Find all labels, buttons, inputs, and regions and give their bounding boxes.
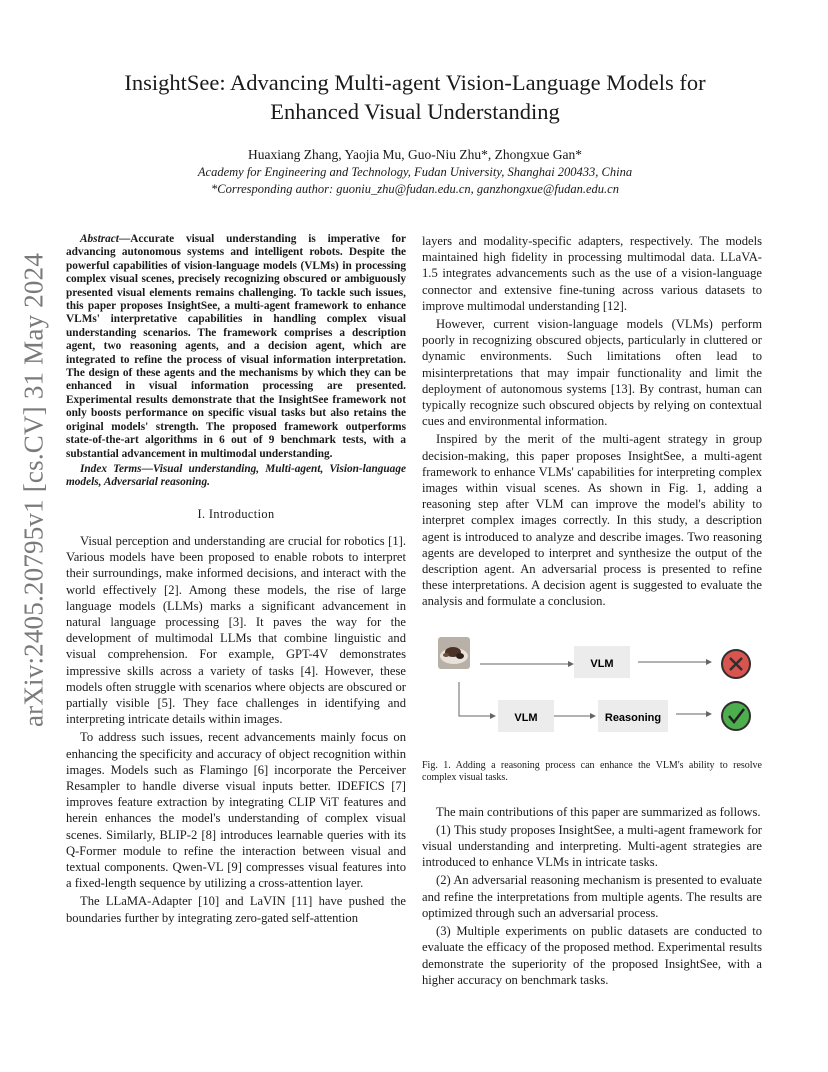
right-column <box>422 233 762 988</box>
arxiv-sidebar <box>10 252 58 728</box>
left-column <box>66 233 406 926</box>
vlm-box-top-label: VLM <box>590 657 614 670</box>
arrow-head <box>490 713 496 719</box>
index-terms: Index Terms—Visual understanding, Multi-agent, Vision-language models, Adversarial reasoning. <box>66 462 406 489</box>
paper-title: InsightSee: Advancing Multi-agent Vision-Language Models for Enhanced Visual Understanding <box>124 70 706 124</box>
figure-1-caption: Fig. 1. Adding a reasoning process can enhance the VLM's ability to resolve complex visual tasks. <box>422 759 762 783</box>
arrow-head <box>568 661 574 667</box>
reasoning-box-label: Reasoning <box>604 711 662 724</box>
abstract-text: Accurate visual understanding is imperative for advancing autonomous systems and intelligent robots. Despite the powerful capabilities of vision-language models (VLMs) in processing complex visual scenes, precisely recognizing obscured or ambiguously presented visual elements remains challenging. To tackle such issues, this paper proposes InsightSee, a multi-agent framework to enhance VLMs' interpretative capabilities in handling complex visual understanding scenarios. The framework comprises a description agent, two reasoning agents, and a decision agent, which are integrated to refine the process of visual information interpretation. The design of these agents and the mechanisms by which they can be enhanced in visual information processing are presented. Experimental results demonstrate that the InsightSee framework not only boosts performance on specific visual tasks but also retains the original models' strength. The proposed framework outperforms state-of-the-art algorithms in 6 out of 9 benchmark tests, with a substantial advancement in multimodal understanding. <box>66 233 406 460</box>
figure-1-diagram <box>422 634 762 754</box>
arrow-to-bottom-vlm <box>459 682 490 716</box>
right-paragraph-2: However, current vision-language models (VLMs) perform poorly in recognizing obscured objects, particularly in cluttered or dynamic environments. Such limitations often lead to misinterpretations that may impair functionality and limit the deployment of autonomous systems [13]. By contrast, human can typically recognize such obscured objects by relying on contextual cues and environmental information. <box>422 317 762 429</box>
arrow-head <box>706 659 712 665</box>
affiliation: Academy for Engineering and Technology, Fudan University, Shanghai 200433, China <box>197 165 633 179</box>
figure-1 <box>422 634 762 754</box>
arrow-head <box>590 713 596 719</box>
author-list: Huaxiang Zhang, Yaojia Mu, Guo-Niu Zhu*, Zhongxue Gan* <box>247 147 583 162</box>
section-heading-introduction: I. Introduction <box>197 506 275 521</box>
index-terms-label: Index Terms <box>80 462 142 475</box>
contribution-item-3: (3) Multiple experiments on public datasets are conducted to evaluate the efficacy of the proposed method. Experimental results demonstrate the superiority of the proposed InsightSee, with a higher accuracy on benchmark tasks. <box>422 924 762 987</box>
contribution-item-1: (1) This study proposes InsightSee, a multi-agent framework for visual understanding and interpreting. Multi-agent strategies are introduced to enhance VLMs in intricate tasks. <box>422 822 762 870</box>
intro-paragraph-2: To address such issues, recent advancements mainly focus on enhancing the specificity and accuracy of object recognition within images. Models such as Flamingo [6] incorporate the Perceiver Resampler to handle diverse visual inputs better. IDEFICS [7] improves feature extraction by integrating CLIP ViT features and herein enhances the model's understanding of complex visual scenes. Similarly, BLIP-2 [8] introduces learnable queries with its Q-Former module to refine the interaction between visual and textual components. Qwen-VL [9] compresses visual features into a fixed-length sequence by utilizing a cross-attention layer. <box>66 730 406 891</box>
food-photo-thumbnail <box>438 637 470 669</box>
cross-icon <box>722 650 750 678</box>
intro-paragraph-1: Visual perception and understanding are crucial for robotics [1]. Various models have been proposed to enable robots to interpret their surroundings, make informed decisions, and interact with the world effectively [2]. Among these models, the rise of large language models (LLMs) marks a significant advancement in natural language processing [3]. It paves the way for the development of multimodal LLMs that combine linguistic and visual comprehension. For example, GPT-4V demonstrates impressive skills across a variety of tasks [4]. However, these models often struggle with scenarios where objects are obscured or partially visible [5]. They face challenges in identifying and interpreting intricate details within images. <box>66 533 406 727</box>
right-paragraph-3: Inspired by the merit of the multi-agent strategy in group decision-making, this paper proposes InsightSee, a multi-agent framework to enhance VLMs' capabilities for interpreting complex images within visual scenes. As shown in Fig. 1, adding a reasoning step after VLM can improve the model's ability to interpret complex images correctly. In this study, a description agent is introduced to analyze and describe images. Two reasoning agents are developed to interpret and synthesize the output of the description agent. An adversarial process is presented to refine these interpretations. A decision agent is suggested to evaluate the analysis and formulate a conclusion. <box>422 432 762 609</box>
index-terms-text: Visual understanding, Multi-agent, Vision-language models, Adversarial reasoning. <box>66 462 406 489</box>
vlm-box-bottom-label: VLM <box>514 711 538 724</box>
abstract: Abstract—Accurate visual understanding is imperative for advancing autonomous systems and intelligent robots. Despite the powerful capabilities of vision-language models (VLMs) in processing complex visual scenes, precisely recognizing obscured or ambiguously presented visual elements remains challenging. To tackle such issues, this paper proposes InsightSee, a multi-agent framework to enhance VLMs' interpretative capabilities in handling complex visual understanding scenarios. The framework comprises a description agent, two reasoning agents, and a decision agent, which are integrated to refine the process of visual information interpretation. The design of these agents and the mechanisms by which they can be enhanced in visual information processing are presented. Experimental results demonstrate that the InsightSee framework not only boosts performance on specific visual tasks but also retains the original models' strength. The proposed framework outperforms state-of-the-art algorithms in 6 out of 9 benchmark tests, with a substantial advancement in multimodal understanding. <box>66 233 406 460</box>
arrow-head <box>706 711 712 717</box>
intro-paragraph-3: The LLaMA-Adapter [10] and LaVIN [11] have pushed the boundaries further by integrating zero-gated self-attention <box>66 894 406 925</box>
check-icon <box>722 702 750 730</box>
arxiv-identifier: arXiv:2405.20795v1 [cs.CV] 31 May 2024 <box>18 252 49 728</box>
corresponding-author: *Corresponding author: guoniu_zhu@fudan.edu.cn, ganzhongxue@fudan.edu.cn <box>211 182 619 196</box>
right-paragraph-1: layers and modality-specific adapters, respectively. The models maintained high fidelity in processing multimodal data. LLaVA-1.5 integrates advancements such as the use of a vision-language connector and extensive fine-tuning across various datasets to improve multimodal understanding [12]. <box>422 234 762 313</box>
abstract-label: Abstract <box>80 233 119 245</box>
contribution-item-2: (2) An adversarial reasoning mechanism is presented to evaluate and refine the interpretations from multiple agents. The results are optimized through such an adversarial process. <box>422 873 762 920</box>
contributions-intro: The main contributions of this paper are summarized as follows. <box>436 804 761 819</box>
